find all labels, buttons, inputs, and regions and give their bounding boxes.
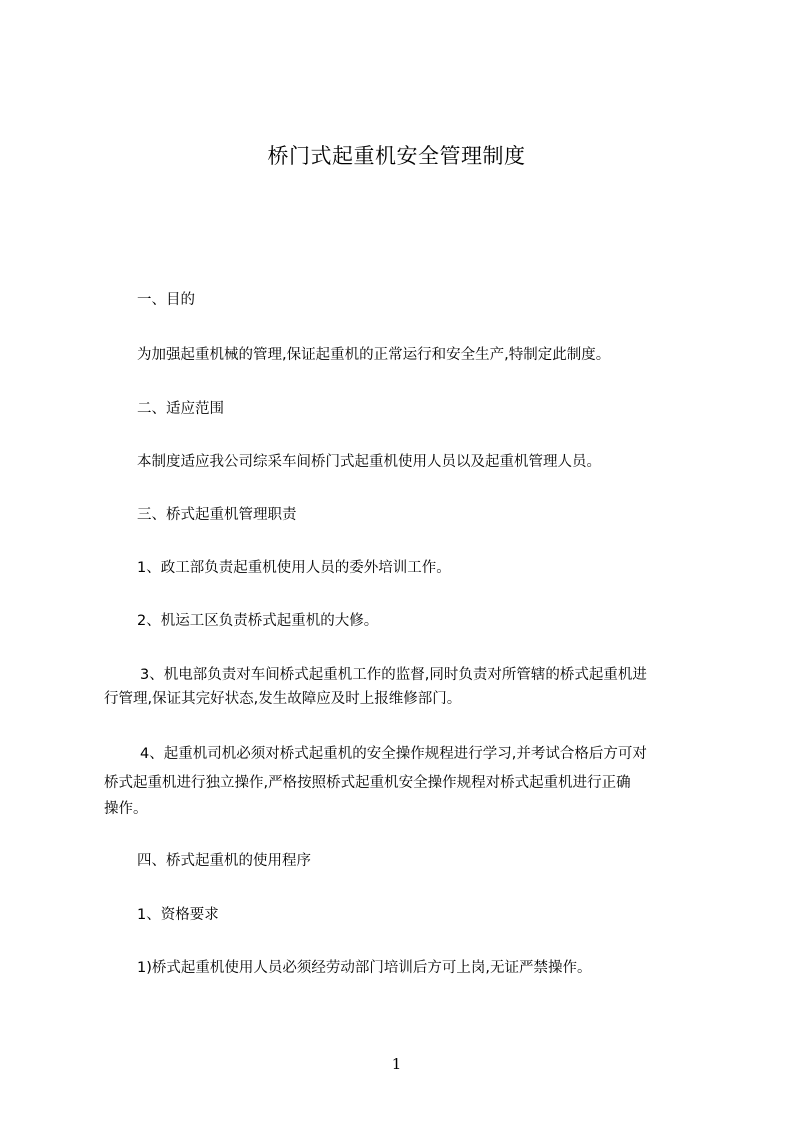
duty-item-4-line-2: 桥式起重机进行独立操作,严格按照桥式起重机安全操作规程对桥式起重机进行正确 <box>104 775 631 791</box>
procedure-subheading-qualification: 1、资格要求 <box>137 907 219 923</box>
duty-item-1: 1、政工部负责起重机使用人员的委外培训工作。 <box>137 560 451 576</box>
page-number: 1 <box>391 1055 402 1073</box>
section-heading-purpose: 一、目的 <box>137 292 195 308</box>
duty-item-4-line-1: 4、起重机司机必须对桥式起重机的安全操作规程进行学习,并考试合格后方可对 <box>140 746 647 762</box>
duty-item-3-line-1: 3、机电部负责对车间桥式起重机工作的监督,同时负责对所管辖的桥式起重机进 <box>140 667 647 683</box>
duty-item-4-line-3: 操作。 <box>104 801 148 817</box>
section-heading-procedure: 四、桥式起重机的使用程序 <box>137 853 311 869</box>
duty-item-2: 2、机运工区负责桥式起重机的大修。 <box>137 613 379 629</box>
scope-paragraph: 本制度适应我公司综采车间桥门式起重机使用人员以及起重机管理人员。 <box>137 454 601 470</box>
section-heading-duties: 三、桥式起重机管理职责 <box>137 507 297 523</box>
qualification-item-1: 1)桥式起重机使用人员必须经劳动部门培训后方可上岗,无证严禁操作。 <box>137 960 592 976</box>
section-heading-scope: 二、适应范围 <box>137 401 224 417</box>
purpose-paragraph: 为加强起重机械的管理,保证起重机的正常运行和安全生产,特制定此制度。 <box>137 347 611 363</box>
document-title: 桥门式起重机安全管理制度 <box>267 144 526 168</box>
duty-item-3-line-2: 行管理,保证其完好状态,发生故障应及时上报维修部门。 <box>104 691 462 707</box>
